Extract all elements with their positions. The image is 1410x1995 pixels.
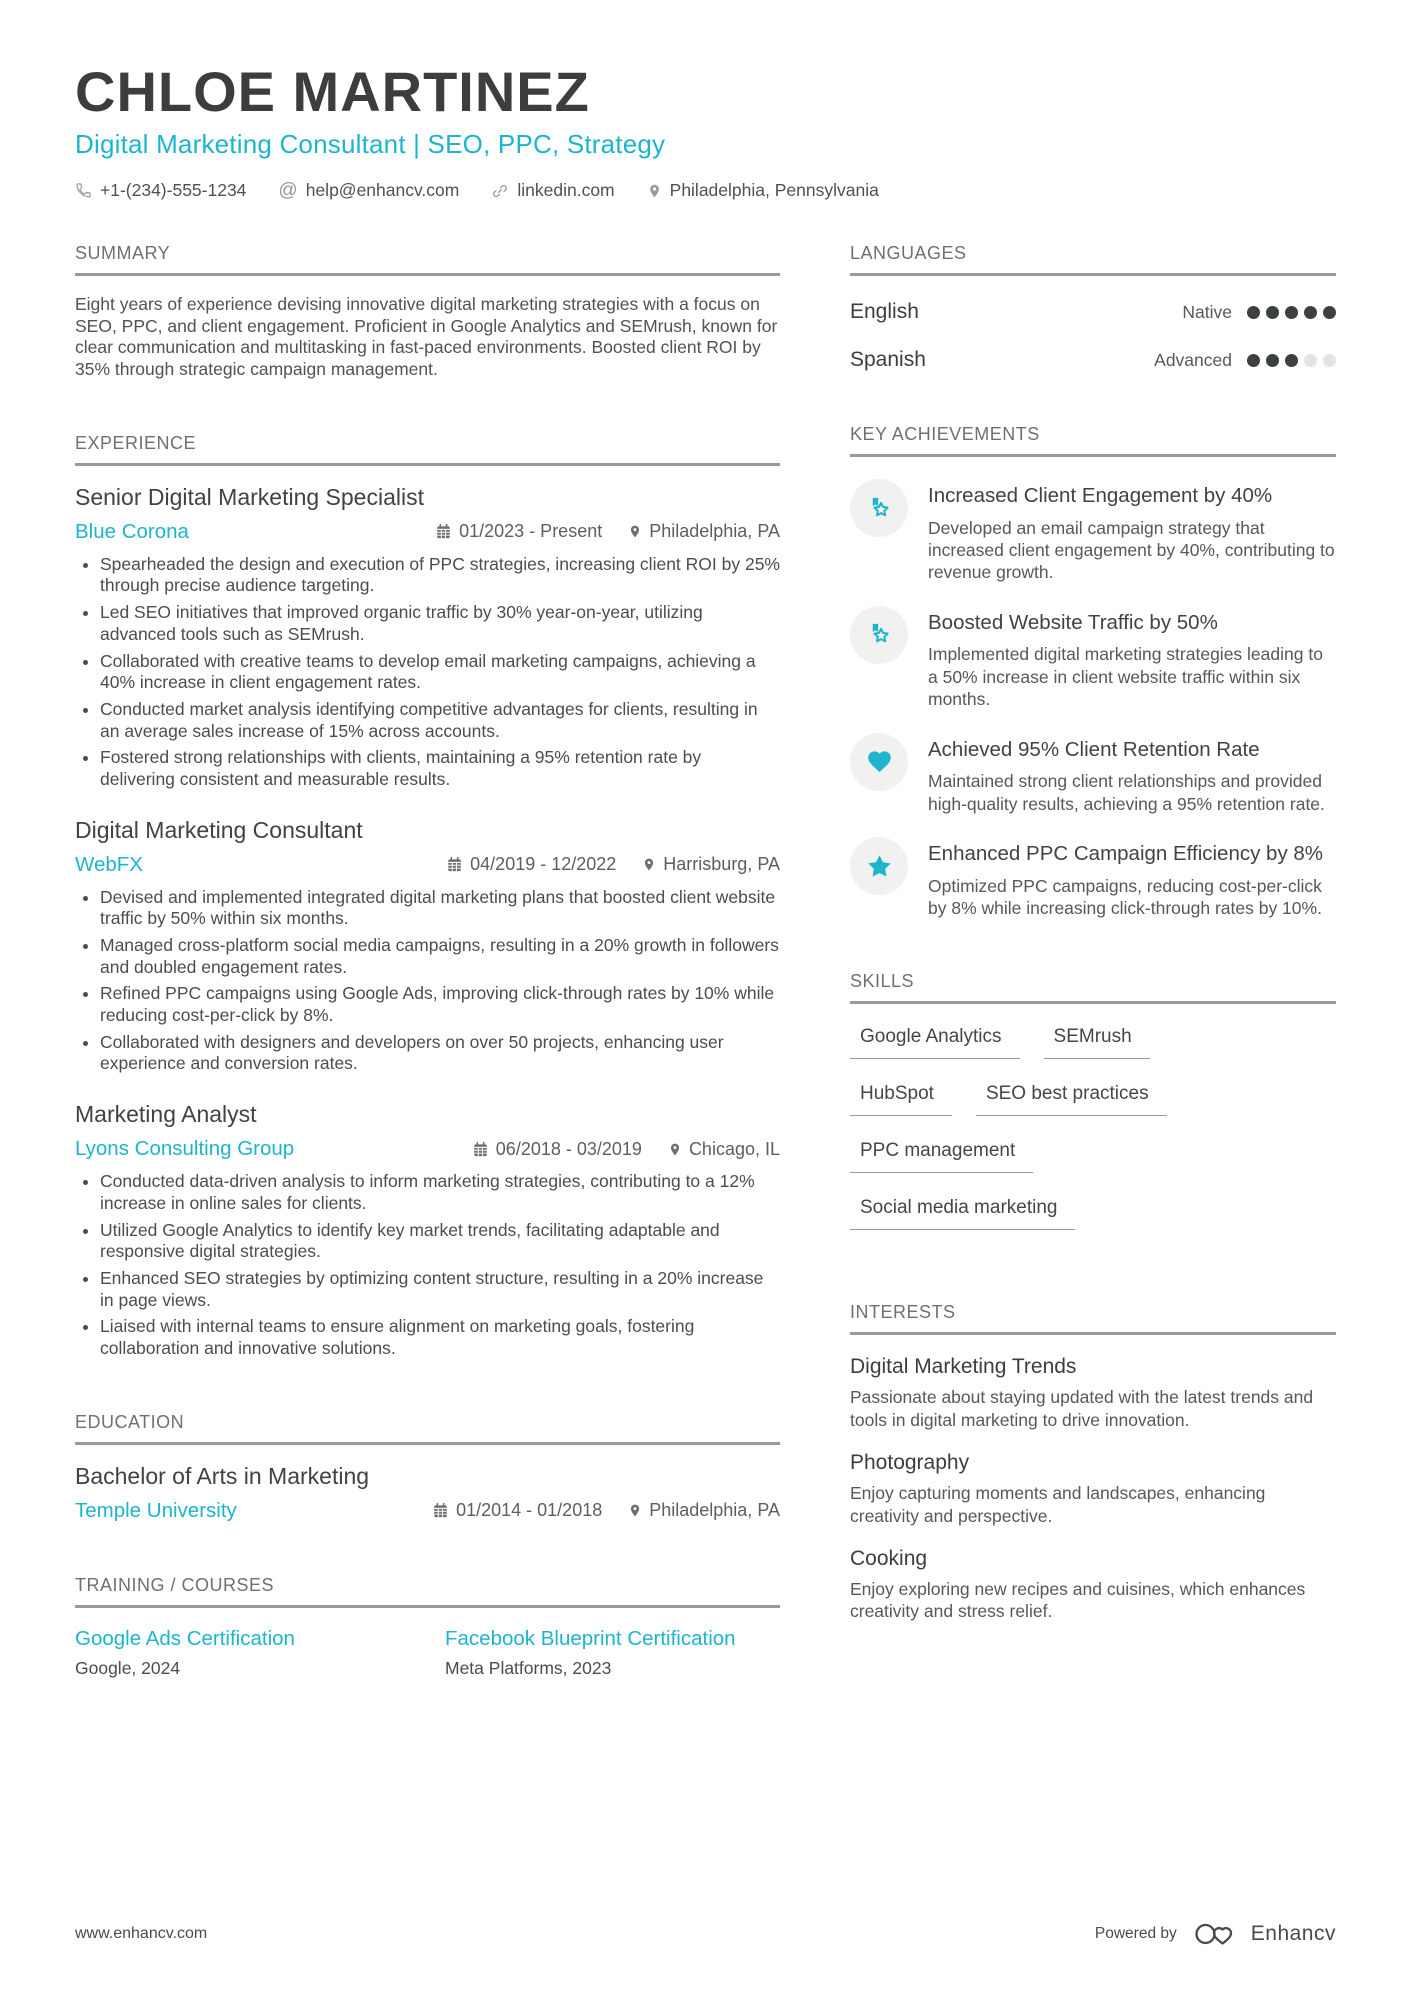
job-meta [75, 520, 780, 544]
job-dates-text: 04/2019 - 12/2022 [470, 854, 617, 875]
achievement-title: Increased Client Engagement by 40% [928, 484, 1273, 507]
language-name: English [850, 300, 919, 323]
job-location [642, 854, 780, 875]
company-name: WebFX [75, 852, 143, 876]
summary-heading: SUMMARY [75, 243, 780, 276]
job-bullet: • Managed cross-platform social media campaigns, resulting in a 20% growth in followers and doubled engagement rates. [100, 935, 780, 978]
education-meta [75, 1499, 780, 1523]
job-bullet: • Spearheaded the design and execution of PPC strategies, increasing client ROI by 25% through precise audience targeting. [100, 554, 780, 597]
achievement-text: Implemented digital marketing strategies leading to a 50% increase in client website traffic within six months. [928, 644, 1323, 710]
person-name: CHLOE MARTINEZ [75, 60, 590, 123]
job-bullets [75, 887, 780, 1076]
achievement-item [850, 606, 1336, 711]
enhancv-logo-icon [1193, 1919, 1235, 1949]
powered-by-label: Powered by [1094, 1925, 1177, 1942]
job-bullet: • Liaised with internal teams to ensure alignment on marketing goals, fostering collaboration and innovative solutions. [100, 1316, 780, 1359]
interest-item [850, 1355, 1336, 1431]
language-row [850, 300, 1336, 324]
enhancv-site-link[interactable]: www.enhancv.com [75, 1925, 208, 1942]
interests-section [850, 1302, 1336, 1622]
job-dates-text: 06/2018 - 03/2019 [495, 1138, 642, 1159]
job-location-text: Chicago, IL [688, 1138, 780, 1159]
email-address: help@enhancv.com [305, 180, 460, 200]
resume-header [75, 60, 1336, 201]
location-icon [642, 856, 656, 873]
achievement-item [850, 837, 1336, 919]
achievement-title: Enhanced PPC Campaign Efficiency by 8% [928, 842, 1324, 865]
calendar-icon [472, 1141, 489, 1158]
location-icon [628, 523, 642, 540]
language-proficiency-dots [1247, 354, 1336, 367]
job-bullet: • Collaborated with creative teams to develop email marketing campaigns, achieving a 40% increase in client engagement rates. [100, 651, 780, 694]
language-level: Advanced [1154, 349, 1232, 370]
skill-item: Google Analytics [850, 1022, 1020, 1059]
job-bullet: • Utilized Google Analytics to identify key market trends, facilitating adaptable and responsive digital strategies. [100, 1220, 780, 1263]
location-text: Philadelphia, Pennsylvania [669, 180, 879, 200]
location-contact [647, 180, 879, 201]
job-location [668, 1139, 780, 1160]
linkedin-url: linkedin.com [517, 180, 615, 200]
interest-title: Digital Marketing Trends [850, 1355, 1077, 1379]
experience-entry [75, 817, 780, 1076]
heart-icon [850, 733, 908, 791]
job-bullet: • Conducted market analysis identifying competitive advantages for clients, resulting in an average sales increase of 15% across accounts. [100, 699, 780, 742]
language-proficiency-dots [1247, 306, 1336, 319]
course-org: Meta Platforms, 2023 [445, 1658, 612, 1679]
job-title: Senior Digital Marketing Specialist [75, 483, 424, 510]
language-row [850, 348, 1336, 372]
link-icon [491, 182, 509, 200]
phone-number: +1-(234)-555-1234 [100, 180, 247, 200]
job-dates [472, 1139, 642, 1160]
achievement-title: Boosted Website Traffic by 50% [928, 610, 1218, 634]
education-section [75, 1412, 780, 1523]
job-bullet: • Fostered strong relationships with clients, maintaining a 95% retention rate by delivering consistent and measurable results. [100, 747, 780, 790]
skill-item: PPC management [850, 1136, 1033, 1173]
course-org: Google, 2024 [75, 1658, 181, 1679]
job-meta [75, 853, 780, 877]
interest-text: Enjoy exploring new recipes and cuisines, which enhances creativity and stress relief. [850, 1578, 1306, 1622]
course-entry [445, 1626, 740, 1680]
job-dates [446, 854, 616, 875]
calendar-icon [432, 1502, 449, 1519]
company-name: Blue Corona [75, 519, 189, 543]
job-bullet: • Led SEO initiatives that improved organic traffic by 30% year-on-year, utilizing advanced tools such as SEMrush. [100, 602, 780, 645]
job-location-text: Harrisburg, PA [663, 854, 780, 875]
experience-entry [75, 1101, 780, 1360]
achievement-text: Developed an email campaign strategy that increased client engagement by 40%, contributing to revenue growth. [928, 517, 1335, 583]
achievement-title: Achieved 95% Client Retention Rate [928, 737, 1260, 761]
location-icon [628, 1502, 642, 1519]
star-icon [850, 837, 908, 895]
job-title: Marketing Analyst [75, 1101, 257, 1128]
contact-row [75, 180, 1336, 201]
job-bullets [75, 1171, 780, 1360]
job-bullet: • Collaborated with designers and developers on over 50 projects, enhancing user experience and conversion rates. [100, 1032, 780, 1075]
calendar-icon [435, 523, 452, 540]
skill-item: SEMrush [1044, 1022, 1150, 1059]
phone-icon [75, 182, 92, 199]
experience-heading: EXPERIENCE [75, 433, 780, 466]
achievement-item [850, 479, 1336, 584]
achievement-item [850, 733, 1336, 815]
job-dates [435, 521, 602, 542]
achievement-text: Maintained strong client relationships and provided high-quality results, achieving a 95% retention rate. [928, 771, 1325, 814]
experience-section [75, 433, 780, 1360]
job-title: Digital Marketing Consultant [75, 816, 363, 843]
training-heading: TRAINING / COURSES [75, 1575, 780, 1608]
achievement-text: Optimized PPC campaigns, reducing cost-per-click by 8% while increasing click-through rates by 10%. [928, 875, 1322, 919]
job-bullet: • Enhanced SEO strategies by optimizing content structure, resulting in a 20% increase in page views. [100, 1268, 780, 1311]
course-entry [75, 1626, 370, 1680]
location-icon [668, 1141, 682, 1158]
calendar-icon [446, 856, 463, 873]
ribbon-star-icon [850, 606, 908, 664]
skill-item: HubSpot [850, 1079, 952, 1116]
education-dates-text: 01/2014 - 01/2018 [456, 1500, 603, 1521]
job-meta [75, 1137, 780, 1161]
language-name: Spanish [850, 348, 926, 371]
job-location-text: Philadelphia, PA [649, 521, 780, 542]
skill-item: SEO best practices [976, 1079, 1167, 1116]
skills-heading: SKILLS [850, 971, 1336, 1004]
job-dates-text: 01/2023 - Present [459, 521, 603, 542]
summary-section [75, 243, 780, 381]
person-title: Digital Marketing Consultant | SEO, PPC, Strategy [75, 129, 666, 159]
skill-item: Social media marketing [850, 1193, 1075, 1230]
skills-section [850, 971, 1336, 1250]
interests-heading: INTERESTS [850, 1302, 1336, 1335]
achievements-heading: KEY ACHIEVEMENTS [850, 424, 1336, 457]
at-icon: @ [278, 180, 298, 201]
language-level: Native [1182, 301, 1232, 322]
powered-by-group[interactable] [1095, 1919, 1336, 1949]
job-bullet: • Refined PPC campaigns using Google Ads, improving click-through rates by 10% while reducing cost-per-click by 8%. [100, 983, 780, 1026]
linkedin-contact[interactable] [491, 180, 614, 201]
course-title: Facebook Blueprint Certification [445, 1626, 736, 1650]
interest-text: Enjoy capturing moments and landscapes, enhancing creativity and perspective. [850, 1483, 1266, 1526]
interest-title: Cooking [850, 1546, 928, 1570]
page-footer [75, 1919, 1336, 1949]
job-bullet: • Devised and implemented integrated digital marketing plans that boosted client website traffic by 50% within six months. [100, 887, 780, 930]
summary-text: Eight years of experience devising innovative digital marketing strategies with a focus on SEO, PPC, and client engagement. Proficient in Google Analytics and SEMrush, known for clear communication and multitasking in fast-paced environments. Boosted client ROI by 35% through strategic campaign management. [75, 294, 778, 380]
interest-title: Photography [850, 1451, 970, 1475]
interest-item [850, 1451, 1336, 1527]
education-dates [432, 1500, 602, 1521]
education-location-text: Philadelphia, PA [649, 1500, 780, 1521]
interest-item [850, 1547, 1336, 1623]
enhancv-brand-name: Enhancv [1250, 1922, 1336, 1945]
course-title: Google Ads Certification [75, 1626, 295, 1650]
email-contact[interactable] [278, 180, 459, 201]
ribbon-star-icon [850, 479, 908, 537]
interest-text: Passionate about staying updated with the latest trends and tools in digital marketing to drive innovation. [850, 1387, 1314, 1430]
job-bullet: • Conducted data-driven analysis to inform marketing strategies, contributing to a 12% increase in online sales for clients. [100, 1171, 780, 1214]
education-location [628, 1500, 780, 1521]
job-location [628, 521, 780, 542]
training-section [75, 1575, 780, 1680]
degree-title: Bachelor of Arts in Marketing [75, 1462, 370, 1489]
achievements-section [850, 424, 1336, 919]
location-icon [647, 182, 662, 200]
job-bullets [75, 554, 780, 791]
school-name: Temple University [75, 1498, 237, 1522]
experience-entry [75, 484, 780, 791]
company-name: Lyons Consulting Group [75, 1137, 295, 1161]
languages-heading: LANGUAGES [850, 243, 1336, 276]
education-heading: EDUCATION [75, 1412, 780, 1445]
phone-contact [75, 180, 246, 201]
languages-section [850, 243, 1336, 372]
